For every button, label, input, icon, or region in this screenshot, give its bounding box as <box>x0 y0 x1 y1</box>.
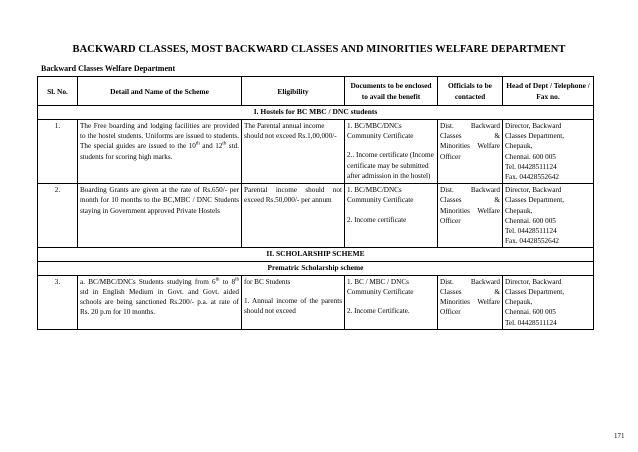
header-documents: Documents to be enclosed to avail the benefit <box>345 77 438 106</box>
page-number: 171 <box>614 432 625 440</box>
row-officials: Dist. Backward Classes & Minorities Welfare Officer <box>438 275 503 329</box>
section-scholarship: II. SCHOLARSHIP SCHEME <box>38 248 594 262</box>
header-eligibility: Eligibility <box>242 77 345 106</box>
row-detail: The Free boarding and lodging facilities are provided to the hostel students. Uniforms are issued to students. The special guides are issued to the 10th and 12th std. students for scoring high marks. <box>78 119 242 183</box>
row-documents: 1. BC/MBC/DNCs Community Certificate 2.. Income certificate (Income certificate may be submitted after admission in the hostel) <box>345 119 438 183</box>
subsection-prematric: Prematric Scholarship scheme <box>38 262 594 276</box>
header-sl: Sl. No. <box>38 77 78 106</box>
table-row <box>38 184 594 248</box>
schemes-table <box>37 76 594 330</box>
row-eligibility: for BC Students 1. Annual income of the parents should not exceed <box>242 275 345 329</box>
subsection-row <box>38 262 594 276</box>
row-detail: a. BC/MBC/DNCs Students studying from 6th to 8th std in English Medium in Govt. and Govt. aided schools are being sanctioned Rs.200/- p.a. at rate of Rs. 20 p.m for 10 months. <box>78 275 242 329</box>
row-head: Director, Backward Classes Department, Chepauk, Chennai. 600 005 Tel. 04428511124 Fax. 04428552642 <box>503 119 594 183</box>
section-row <box>38 106 594 120</box>
row-eligibility: Parental income should not exceed Rs.50,000/- per annum <box>242 184 345 248</box>
row-eligibility: The Parental annual income should not exceed Rs.1,00,000/- <box>242 119 345 183</box>
page-title: BACKWARD CLASSES, MOST BACKWARD CLASSES AND MINORITIES WELFARE DEPARTMENT <box>72 44 566 55</box>
section-row <box>38 248 594 262</box>
table-row <box>38 119 594 183</box>
department-subtitle: Backward Classes Welfare Department <box>41 64 176 73</box>
header-detail: Detail and Name of the Scheme <box>78 77 242 106</box>
row-sl: 1. <box>38 119 78 183</box>
row-sl: 3. <box>38 275 78 329</box>
header-row <box>38 77 594 106</box>
section-hostels: I. Hostels for BC MBC / DNC students <box>38 106 594 120</box>
row-officials: Dist. Backward Classes & Minorities Welfare Officer <box>438 184 503 248</box>
row-sl: 2. <box>38 184 78 248</box>
header-head: Head of Dept / Telephone / Fax no. <box>503 77 594 106</box>
row-documents: 1. BC/MBC/DNCs Community Certificate 2. Income certificate <box>345 184 438 248</box>
row-head: Director, Backward Classes Department, Chepauk, Chennai. 600 005 Tel. 04428511124 <box>503 275 594 329</box>
table-row <box>38 275 594 329</box>
row-detail: Boarding Grants are given at the rate of Rs.650/- per month for 10 months to the BC,MBC / DNC Students staying in Government approved Private Hostels <box>78 184 242 248</box>
row-officials: Dist. Backward Classes & Minorities Welfare Officer <box>438 119 503 183</box>
row-documents: 1. BC / MBC / DNCs Community Certificate 2. Income Certificate. <box>345 275 438 329</box>
header-officials: Officials to be contacted <box>438 77 503 106</box>
row-head: Director, Backward Classes Department, Chepauk, Chennai. 600 005 Tel. 04428511124 Fax. 04428552642 <box>503 184 594 248</box>
